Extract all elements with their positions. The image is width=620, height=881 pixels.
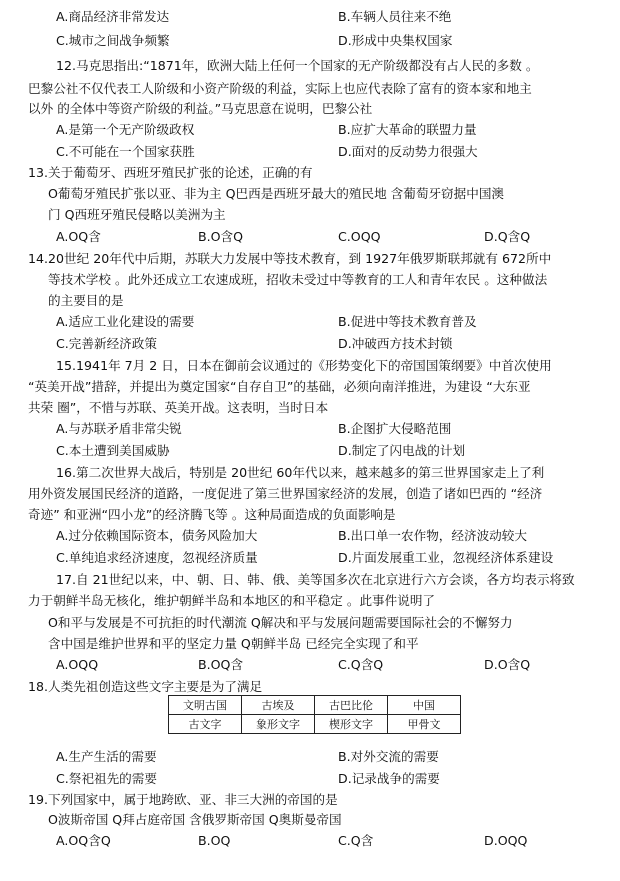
q11-option-c: C.城市之间战争频繁 <box>56 33 170 48</box>
table-row <box>169 715 461 734</box>
q18-option-a: A.生产生活的需要 <box>56 749 157 764</box>
table-cell: 古文字 <box>169 715 242 734</box>
q14-option-a: A.适应工业化建设的需要 <box>56 314 195 329</box>
table-cell: 甲骨文 <box>388 715 461 734</box>
q12-option-a: A.是第一个无产阶级政权 <box>56 122 195 137</box>
q16-stem-line2: 用外资发展国民经济的道路，一度促进了第三世界国家经济的发展，创造了诸如巴西的 “经济 <box>28 486 543 501</box>
table-row <box>169 696 461 715</box>
q16-option-a: A.过分依赖国际资本，债务风险加大 <box>56 528 258 543</box>
q12-stem-line1: 12.马克思指出:“1871年，欧洲大陆上任何一个国家的无产阶级都没有占人民的多数 。 <box>56 58 539 73</box>
q13-option-a: A.OQ含 <box>56 229 101 244</box>
q12-option-d: D.面对的反动势力很强大 <box>338 144 478 159</box>
q12-stem-line2: 巴黎公社不仅代表工人阶级和小资产阶级的利益，实际上也应代表除了富有的资本家和地主 <box>28 81 532 96</box>
q18-option-d: D.记录战争的需要 <box>338 771 440 786</box>
q13-stem-line1: 13.关于葡萄牙、西班牙殖民扩张的论述，正确的有 <box>28 165 313 180</box>
table-cell: 象形文字 <box>242 715 315 734</box>
q18-option-c: C.祭祀祖先的需要 <box>56 771 157 786</box>
q17-stem-line2: 力于朝鲜半岛无核化，维护朝鲜半岛和本地区的和平稳定 。此事件说明了 <box>28 593 436 608</box>
q14-stem-line2: 等技术学校 。此外还成立工农速成班，招收未受过中等教育的工人和青年农民 。这种做法 <box>48 272 548 287</box>
table-cell: 古巴比伦 <box>315 696 388 715</box>
q16-option-c: C.单纯追求经济速度，忽视经济质量 <box>56 550 258 565</box>
q17-option-a: A.OQQ <box>56 657 99 672</box>
q15-stem-line2: “英美开战”措辞，并提出为奠定国家“自存自卫”的基础，必须向南洋推进，为建设 “大东亚 <box>28 379 531 394</box>
q17-statements-line1: O和平与发展是不可抗拒的时代潮流 Q解决和平与发展问题需要国际社会的不懈努力 <box>48 615 513 630</box>
q11-option-b: B.车辆人员往来不绝 <box>338 9 452 24</box>
q14-stem-line1: 14.20世纪 20年代中后期，苏联大力发展中等技术教育，到 1927年俄罗斯联邦就有 672所中 <box>28 251 552 266</box>
ancient-scripts-table <box>168 695 461 734</box>
q12-stem-line3: 以外 的全体中等资产阶级的利益。”马克思意在说明，巴黎公社 <box>28 101 373 116</box>
q13-statements-line2: 门 Q西班牙殖民侵略以美洲为主 <box>48 207 226 222</box>
q13-option-d: D.Q含Q <box>484 229 531 244</box>
q19-option-d: D.OQQ <box>484 833 528 848</box>
q15-stem-line3: 共荣 圈”，不惜与苏联、英美开战。这表明，当时日本 <box>28 400 329 415</box>
table-cell: 中国 <box>388 696 461 715</box>
q16-option-b: B.出口单一农作物，经济波动较大 <box>338 528 527 543</box>
q19-stem-line1: 19.下列国家中，属于地跨欧、亚、非三大洲的帝国的是 <box>28 792 338 807</box>
q11-option-a: A.商品经济非常发达 <box>56 9 170 24</box>
q14-stem-line3: 的主要目的是 <box>48 293 124 308</box>
q15-option-b: B.企图扩大侵略范围 <box>338 421 452 436</box>
table-cell: 楔形文字 <box>315 715 388 734</box>
q18-option-b: B.对外交流的需要 <box>338 749 439 764</box>
q15-option-d: D.制定了闪电战的计划 <box>338 443 466 458</box>
q16-option-d: D.片面发展重工业，忽视经济体系建设 <box>338 550 554 565</box>
q13-option-b: B.O含Q <box>198 229 244 244</box>
q15-option-c: C.本土遭到美国威胁 <box>56 443 170 458</box>
q16-stem-line1: 16.第二次世界大战后，特别是 20世纪 60年代以来，越来越多的第三世界国家走上了利 <box>56 465 545 480</box>
q17-option-b: B.OQ含 <box>198 657 244 672</box>
q14-option-c: C.完善新经济政策 <box>56 336 157 351</box>
q12-option-c: C.不可能在一个国家获胜 <box>56 144 195 159</box>
q14-option-d: D.冲破西方技术封锁 <box>338 336 453 351</box>
q17-statements-line2: 含中国是维护世界和平的坚定力量 Q朝鲜半岛 已经完全实现了和平 <box>48 636 419 651</box>
q19-option-c: C.Q含 <box>338 833 374 848</box>
q19-statements-line1: O波斯帝国 Q拜占庭帝国 含俄罗斯帝国 Q奥斯曼帝国 <box>48 812 342 827</box>
q15-option-a: A.与苏联矛盾非常尖锐 <box>56 421 182 436</box>
table-cell: 古埃及 <box>242 696 315 715</box>
q14-option-b: B.促进中等技术教育普及 <box>338 314 477 329</box>
q17-option-d: D.O含Q <box>484 657 531 672</box>
q13-option-c: C.OQQ <box>338 229 381 244</box>
q12-option-b: B.应扩大革命的联盟力量 <box>338 122 477 137</box>
q11-option-d: D.形成中央集权国家 <box>338 33 453 48</box>
q17-option-c: C.Q含Q <box>338 657 384 672</box>
q18-stem-line1: 18.人类先祖创造这些文字主要是为了满足 <box>28 679 263 694</box>
q13-statements-line1: O葡萄牙殖民扩张以亚、非为主 Q巴西是西班牙最大的殖民地 含葡萄牙窃据中国澳 <box>48 186 505 201</box>
q19-option-b: B.OQ <box>198 833 231 848</box>
q19-option-a: A.OQ含Q <box>56 833 111 848</box>
q15-stem-line1: 15.1941年 7月 2 日，日本在御前会议通过的《形势变化下的帝国国策纲要》中首次使用 <box>56 358 552 373</box>
table-cell: 文明古国 <box>169 696 242 715</box>
q16-stem-line3: 奇迹” 和亚洲“四小龙”的经济腾飞等 。这种局面造成的负面影响是 <box>28 507 396 522</box>
q17-stem-line1: 17.自 21世纪以来，中、朝、日、韩、俄、美等国多次在北京进行六方会谈，各方均表示将致 <box>56 572 575 587</box>
